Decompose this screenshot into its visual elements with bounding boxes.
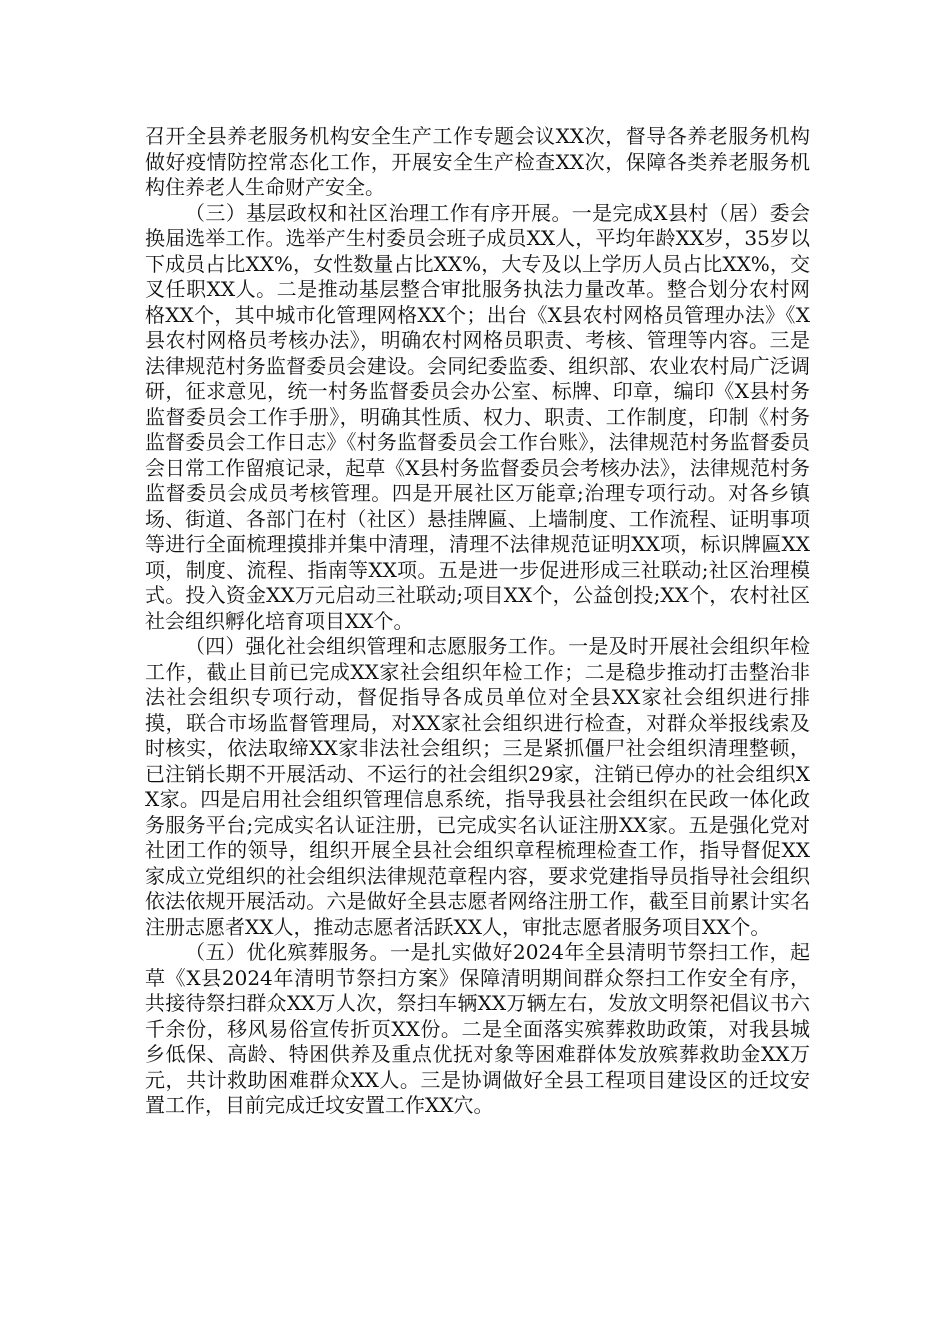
paragraph-safety-inspection: 召开全县养老服务机构安全生产工作专题会议XX次，督导各养老服务机构做好疫情防控常态化工作，开展安全生产检查XX次，保障各类养老服务机构住养老人生命财产安全。 bbox=[145, 124, 810, 199]
document-body bbox=[145, 124, 810, 1119]
paragraph-social-organization: （四）强化社会组织管理和志愿服务工作。一是及时开展社会组织年检工作，截止目前已完成XX家社会组织年检工作；二是稳步推动打击整治非法社会组织专项行动，督促指导各成员单位对全县XX家社会组织进行排摸，联合市场监督管理局，对XX家社会组织进行检查，对群众举报线索及时核实，依法取缔XX家非法社会组织；三是紧抓僵尸社会组织清理整顿，已注销长期不开展活动、不运行的社会组织29家，注销已停办的社会组织XX家。四是启用社会组织管理信息系统，指导我县社会组织在民政一体化政务服务平台;完成实名认证注册，已完成实名认证注册XX家。五是强化党对社团工作的领导，组织开展全县社会组织章程梳理检查工作，指导督促XX家成立党组织的社会组织法律规范章程内容，要求党建指导员指导社会组织依法依规开展活动。六是做好全县志愿者网络注册工作，截至目前累计实名注册志愿者XX人，推动志愿者活跃XX人，审批志愿者服务项目XX个。 bbox=[145, 634, 810, 939]
paragraph-funeral-service: （五）优化殡葬服务。一是扎实做好2024年全县清明节祭扫工作，起草《X县2024年清明节祭扫方案》保障清明期间群众祭扫工作安全有序，共接待祭扫群众XX万人次，祭扫车辆XX万辆左右，发放文明祭祀倡议书六千余份，移风易俗宣传折页XX份。二是全面落实殡葬救助政策，对我县城乡低保、高龄、特困供养及重点优抚对象等困难群体发放殡葬救助金XX万元，共计救助困难群众XX人。三是协调做好全县工程项目建设区的迁坟安置工作，目前完成迁坟安置工作XX穴。 bbox=[145, 940, 810, 1117]
paragraph-community-governance: （三）基层政权和社区治理工作有序开展。一是完成X县村（居）委会换届选举工作。选举产生村委员会班子成员XX人，平均年龄XX岁，35岁以下成员占比XX%，女性数量占比XX%，大专及以上学历人员占比XX%，交叉任职XX人。二是推动基层整合审批服务执法力量改革。整合划分农村网格XX个，其中城市化管理网格XX个；出台《X县农村网格员管理办法》《X县农村网格员考核办法》，明确农村网格员职责、考核、管理等内容。三是法律规范村务监督委员会建设。会同纪委监委、组织部、农业农村局广泛调研，征求意见，统一村务监督委员会办公室、标牌、印章，编印《X县村务监督委员会工作手册》，明确其性质、权力、职责、工作制度，印制《村务监督委员会工作日志》《村务监督委员会工作台账》，法律规范村务监督委员会日常工作留痕记录，起草《X县村务监督委员会考核办法》，法律规范村务监督委员会成员考核管理。四是开展社区万能章;治理专项行动。对各乡镇场、街道、各部门在村（社区）悬挂牌匾、上墙制度、工作流程、证明事项等进行全面梳理摸排并集中清理，清理不法律规范证明XX项，标识牌匾XX项，制度、流程、指南等XX项。五是进一步促进形成三社联动;社区治理模式。投入资金XX万元启动三社联动;项目XX个，公益创投;XX个，农村社区社会组织孵化培育项目XX个。 bbox=[145, 200, 810, 633]
